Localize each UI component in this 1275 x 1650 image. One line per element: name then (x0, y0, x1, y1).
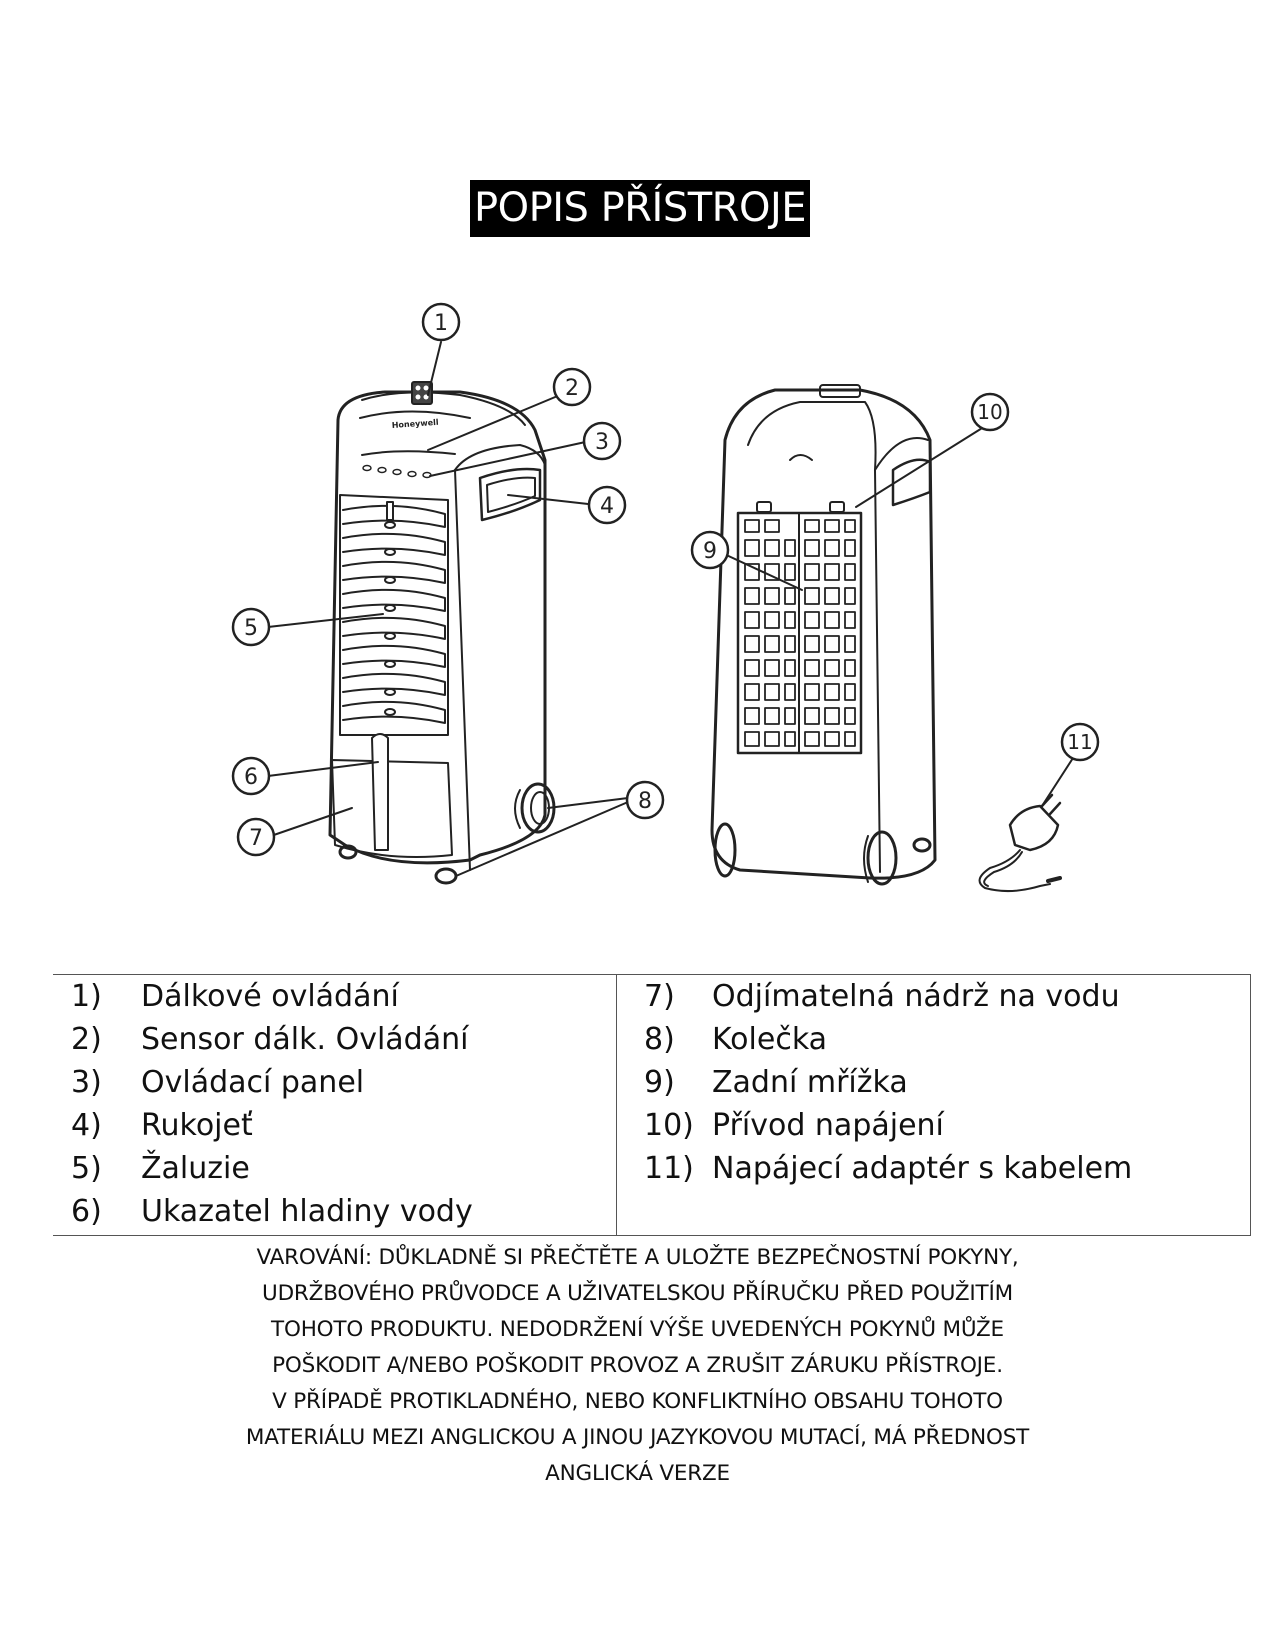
back-unit (712, 385, 935, 884)
part-number: 7) (644, 979, 675, 1014)
part-number: 11) (644, 1151, 694, 1186)
part-label: Odjímatelná nádrž na vodu (712, 979, 1120, 1014)
part-label: Kolečka (712, 1022, 828, 1057)
part-label: Ovládací panel (141, 1065, 365, 1100)
page-title: POPIS PŘÍSTROJE (470, 180, 810, 237)
callout-5: 5 (244, 616, 258, 641)
power-adapter-icon (980, 795, 1060, 891)
part-number: 10) (644, 1108, 694, 1143)
part-number: 3) (71, 1065, 102, 1100)
warning-line: POŠKODIT A/NEBO POŠKODIT PROVOZ A ZRUŠIT ZÁRUKU PŘÍSTROJE. (272, 1353, 1003, 1378)
callout-10: 10 (977, 400, 1003, 424)
part-number: 2) (71, 1022, 102, 1057)
warning-notice (150, 1240, 1125, 1492)
brand-logo: Honeywell (391, 417, 439, 430)
part-label: Dálkové ovládání (141, 979, 399, 1014)
callout-11: 11 (1067, 730, 1093, 754)
part-number: 5) (71, 1151, 102, 1186)
warning-line: V PŘÍPADĚ PROTIKLADNÉHO, NEBO KONFLIKTNÍHO OBSAHU TOHOTO (272, 1389, 1003, 1414)
part-label: Přívod napájení (712, 1108, 944, 1143)
callout-2: 2 (565, 376, 579, 401)
warning-line: TOHOTO PRODUKTU. NEDODRŽENÍ VÝŠE UVEDENÝCH POKYNŮ MŮŽE (271, 1317, 1004, 1342)
part-number: 4) (71, 1108, 102, 1143)
part-label: Rukojeť (141, 1108, 253, 1143)
part-number: 8) (644, 1022, 675, 1057)
warning-line: UDRŽBOVÉHO PRŮVODCE A UŽIVATELSKOU PŘÍRUČKU PŘED POUŽITÍM (262, 1281, 1013, 1306)
callout-6: 6 (244, 765, 258, 790)
part-label: Napájecí adaptér s kabelem (712, 1151, 1133, 1186)
parts-column-right (616, 975, 1250, 1235)
callout-3: 3 (595, 430, 609, 455)
warning-line: ANGLICKÁ VERZE (545, 1461, 730, 1486)
callout-9: 9 (703, 539, 717, 564)
part-label: Žaluzie (141, 1151, 250, 1186)
part-number: 9) (644, 1065, 675, 1100)
parts-column-left (53, 975, 617, 1235)
part-label: Ukazatel hladiny vody (141, 1194, 473, 1229)
part-number: 1) (71, 979, 102, 1014)
callout-numbers (244, 311, 1093, 851)
warning-line: VAROVÁNÍ: DŮKLADNĚ SI PŘEČTĚTE A ULOŽTE BEZPEČNOSTNÍ POKYNY, (256, 1245, 1019, 1270)
device-illustration (0, 280, 1275, 920)
part-label: Sensor dálk. Ovládání (141, 1022, 469, 1057)
callout-4: 4 (600, 494, 614, 519)
callout-7: 7 (249, 826, 263, 851)
callout-1: 1 (434, 311, 448, 336)
parts-table (53, 974, 1251, 1236)
part-number: 6) (71, 1194, 102, 1229)
part-label: Zadní mřížka (712, 1065, 908, 1100)
wheels (340, 784, 554, 883)
callout-8: 8 (638, 789, 652, 814)
warning-line: MATERIÁLU MEZI ANGLICKOU A JINOU JAZYKOVOU MUTACÍ, MÁ PŘEDNOST (245, 1425, 1030, 1450)
